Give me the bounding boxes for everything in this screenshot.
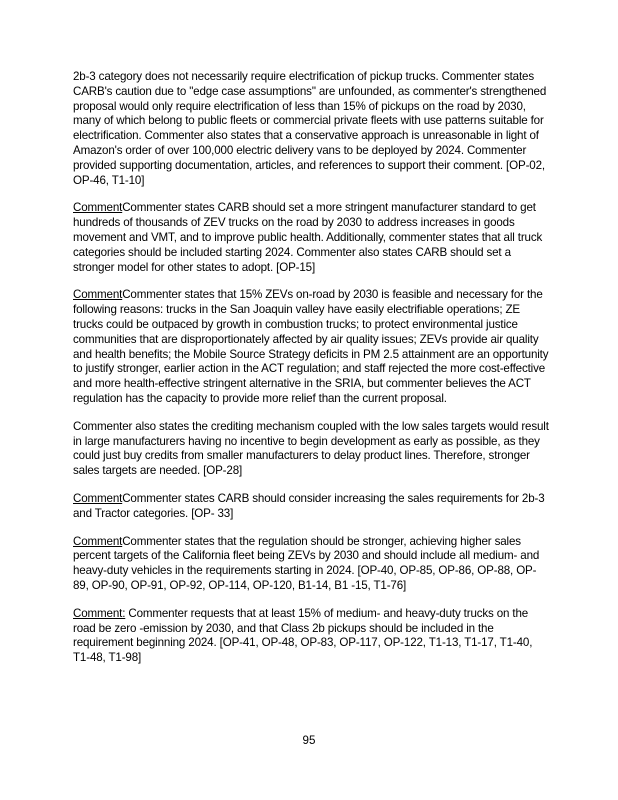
paragraph-1	[73, 70, 549, 188]
paragraph-5	[73, 492, 549, 522]
paragraph-3	[73, 288, 549, 406]
comment-label: Comment	[73, 201, 123, 215]
paragraph-text: Commenter requests that at least 15% of medium- and heavy-duty trucks on the road be zero -emission by 2030, and that Class 2b pickups should be included in the requirement beginning 2024. [OP-41, OP-48, OP-83, OP-117, OP-122, T1-13, T1-17, T1-40, T1-48, T1-98]	[73, 606, 533, 665]
paragraph-7	[73, 607, 549, 666]
paragraph-text: Commenter states that 15% ZEVs on-road by 2030 is feasible and necessary for the following reasons: trucks in the San Joaquin valley have easily electrifiable operations; ZE trucks could be outpaced by growth in combustion trucks; to protect environmental justice communities that are disproportionately affected by air quality issues; ZEVs provide air quality and health benefits; the Mobile Source Strategy deficits in PM 2.5 attainment are an opportunity to justify stronger, earlier action in the ACT regulation; and staff rejected the more cost-effective and more health-effective stringent alternative in the SRIA, but commenter believes the ACT regulation has the capacity to provide more relief than the current proposal.	[73, 288, 549, 405]
paragraph-text: 2b-3 category does not necessarily require electrification of pickup trucks. Commenter states CARB's caution due to "edge case assumptions" are unfounded, as commenter's strengthened proposal would only require electrification of less than 15% of pickups on the road by 2030, many of which belong to public fleets or commercial private fleets with use patterns suitable for electrification. Commenter also states that a conservative approach is unreasonable in light of Amazon's order of over 100,000 electric delivery vans to be deployed by 2024. Commenter provided supporting documentation, articles, and references to support their comment. [OP-02, OP-46, T1-10]	[73, 70, 547, 187]
paragraph-text: Commenter states CARB should consider increasing the sales requirements for 2b-3 and Tractor categories. [OP- 33]	[73, 491, 545, 520]
comment-label: Comment	[73, 491, 123, 505]
paragraph-text: Commenter states that the regulation should be stronger, achieving higher sales percent targets of the California fleet being ZEVs by 2030 and should include all medium- and heavy-duty vehicles in the requirements starting in 2024. [OP-40, OP-85, OP-86, OP-88, OP-89, OP-90, OP-91, OP-92, OP-114, OP-120, B1-14, B1 -15, T1-76]	[73, 534, 540, 592]
page-number: 95	[302, 734, 316, 747]
paragraph-2	[73, 201, 549, 275]
paragraph-text: Commenter also states the crediting mechanism coupled with the low sales targets would result in large manufacturers having no incentive to begin development as early as possible, as they could just buy credits from smaller manufacturers to delay product lines. Therefore, stronger sales targets are needed. [OP-28]	[73, 419, 549, 478]
comment-label: Comment:	[73, 606, 126, 620]
document-body	[73, 70, 549, 679]
paragraph-text: Commenter states CARB should set a more stringent manufacturer standard to get hundreds of thousands of ZEV trucks on the road by 2030 to address increases in goods movement and VMT, and to improve public health. Additionally, commenter states that all truck categories should be included starting 2024. Commenter also states CARB should set a stronger model for other states to adopt. [OP-15]	[73, 201, 543, 274]
paragraph-6	[73, 535, 549, 594]
comment-label: Comment	[73, 288, 123, 302]
comment-label: Comment	[73, 534, 123, 548]
paragraph-4	[73, 420, 549, 479]
